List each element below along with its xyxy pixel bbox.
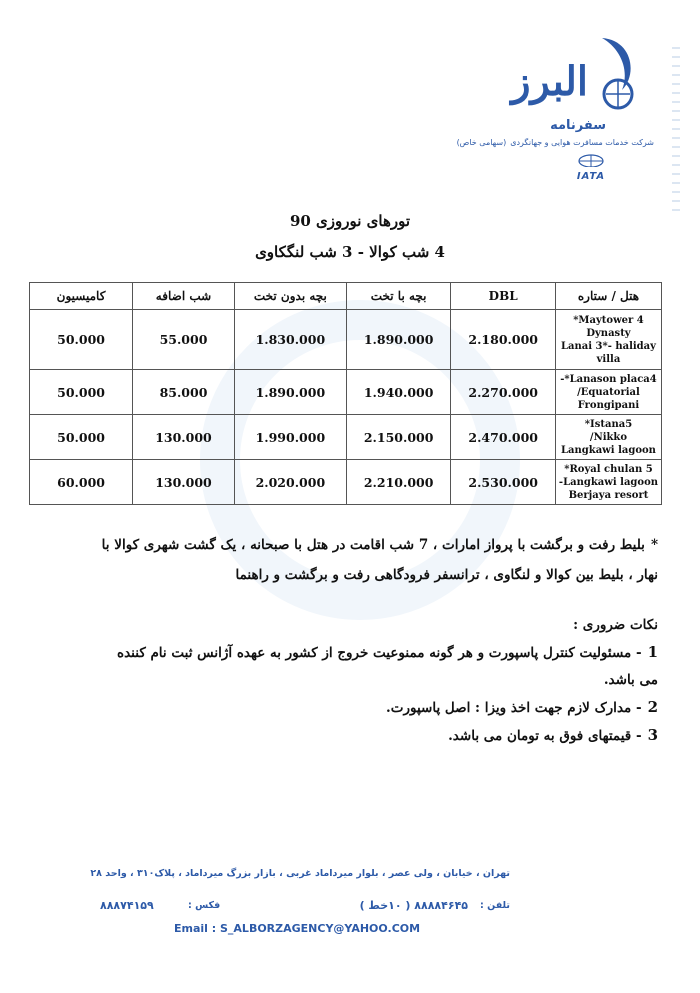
dbl-cell: 2.270.000 <box>451 370 556 415</box>
logo-company-name <box>457 138 654 147</box>
extra-night-cell: 85.000 <box>133 370 235 415</box>
table-row <box>30 370 662 415</box>
header-hotel: هتل / ستاره <box>555 283 661 310</box>
commission-cell: 60.000 <box>30 460 133 505</box>
child-nobed-cell: 1.990.000 <box>234 415 346 460</box>
email-link[interactable]: S_ALBORZAGENCY@YAHOO.COM <box>220 922 421 935</box>
tel-label: تلفن : <box>480 900 510 911</box>
hotel-line: Maytower 4* <box>573 314 644 326</box>
page-title: تورهای نوروزی 90 <box>289 212 411 230</box>
child-nobed-cell: 1.890.000 <box>234 370 346 415</box>
hotel-line: Dynasty <box>586 327 631 339</box>
fax-number: ۸۸۸۷۴۱۵۹ <box>100 899 154 912</box>
child-nobed-cell: 2.020.000 <box>234 460 346 505</box>
hotel-line: Istana5* <box>584 418 633 430</box>
notes-heading: نکات ضروری : <box>573 617 658 633</box>
hotel-cell <box>555 310 661 370</box>
extra-night-cell: 130.000 <box>133 460 235 505</box>
table-row <box>30 310 662 370</box>
hotel-line: villa <box>596 353 621 365</box>
tel-number: ۸۸۸۸۴۶۴۵ ( ۱۰خط ) <box>359 899 468 912</box>
hotel-line: Langkawi lagoon <box>561 444 656 456</box>
hotel-cell <box>555 460 661 505</box>
bullet-star: * <box>650 537 658 553</box>
extra-night-cell: 55.000 <box>133 310 235 370</box>
logo-subtitle: سفرنامه <box>550 118 606 133</box>
hotel-line: Lanason placa4*- <box>560 373 657 385</box>
hotel-line: Frongipani <box>577 399 640 411</box>
hotel-line: Langkawi lagoon- <box>558 476 659 488</box>
notes-section <box>46 612 658 750</box>
dbl-cell: 2.180.000 <box>451 310 556 370</box>
page-subtitle: 4 شب کوالا - 3 شب لنگکاوی <box>255 243 445 261</box>
header-commission: کامیسیون <box>30 283 133 310</box>
tour-inclusions <box>40 530 658 590</box>
commission-cell: 50.000 <box>30 370 133 415</box>
fax-label: فکس : <box>188 900 221 911</box>
dbl-cell: 2.530.000 <box>451 460 556 505</box>
note-number: 3 <box>647 726 658 744</box>
hotel-line: Nikko/ <box>589 431 628 443</box>
header-child-bed: بچه با تخت <box>346 283 451 310</box>
note-number: 1 <box>647 643 658 661</box>
inclusions-line-2: نهار ، بلیط بین کوالا و لنگاوی ، ترانسفر فرودگاهی رفت و برگشت و راهنما <box>235 567 658 583</box>
header-dbl: DBL <box>451 283 556 310</box>
note-item <box>46 694 658 722</box>
header-extra-night: شب اضافه <box>133 283 235 310</box>
iata-logo <box>576 152 606 182</box>
child-bed-cell: 2.150.000 <box>346 415 451 460</box>
table-header-row <box>30 283 662 310</box>
company-logo <box>450 28 660 182</box>
header-child-nobed: بچه بدون تخت <box>234 283 346 310</box>
child-bed-cell: 1.940.000 <box>346 370 451 415</box>
email-label: Email : <box>174 922 217 935</box>
child-bed-cell: 2.210.000 <box>346 460 451 505</box>
company-type: (سهامی خاص) <box>456 138 507 147</box>
logo-brand: البرز <box>511 58 588 105</box>
note-item <box>46 667 658 694</box>
hotel-line: Lanai 3*- haliday <box>560 340 656 352</box>
globe-wing-icon <box>592 34 638 114</box>
iata-text: IATA <box>576 171 606 182</box>
note-item <box>46 722 658 750</box>
hotel-cell <box>555 415 661 460</box>
iata-globe-icon <box>576 153 606 167</box>
hotel-line: Royal chulan 5* <box>564 463 653 475</box>
child-bed-cell: 1.890.000 <box>346 310 451 370</box>
inclusions-text: بلیط رفت و برگشت با پرواز امارات ، 7 شب اقامت در هتل با صبحانه ، یک گشت شهری کوالا با <box>101 537 645 553</box>
inclusions-line-1 <box>40 530 658 560</box>
note-number: 2 <box>647 698 658 716</box>
commission-cell: 50.000 <box>30 310 133 370</box>
table-row <box>30 460 662 505</box>
footer-address: تهران ، خیابان ، ولی عصر ، بلوار میرداماد غربی ، بازار بزرگ میرداماد ، پلاک۳۱۰ ، واحد ۲۸ <box>90 868 510 879</box>
note-item <box>46 639 658 667</box>
price-table <box>29 282 662 505</box>
commission-cell: 50.000 <box>30 415 133 460</box>
hotel-line: Berjaya resort <box>568 489 649 501</box>
company-name: شرکت خدمات مسافرت هوایی و جهانگردی <box>510 138 654 147</box>
dbl-cell: 2.470.000 <box>451 415 556 460</box>
hotel-cell <box>555 370 661 415</box>
table-row <box>30 415 662 460</box>
note-text: - قیمتهای فوق به تومان می باشد. <box>448 728 642 744</box>
child-nobed-cell: 1.830.000 <box>234 310 346 370</box>
note-text: می باشد. <box>603 672 658 688</box>
edge-decoration <box>672 40 686 218</box>
note-text: - مدارک لازم جهت اخذ ویزا : اصل پاسپورت. <box>386 700 642 716</box>
extra-night-cell: 130.000 <box>133 415 235 460</box>
hotel-line: Equatorial/ <box>577 386 640 398</box>
note-text: - مسئولیت کنترل پاسپورت و هر گونه ممنوعیت خروج از کشور به عهده آژانس ثبت نام کننده <box>117 645 642 661</box>
